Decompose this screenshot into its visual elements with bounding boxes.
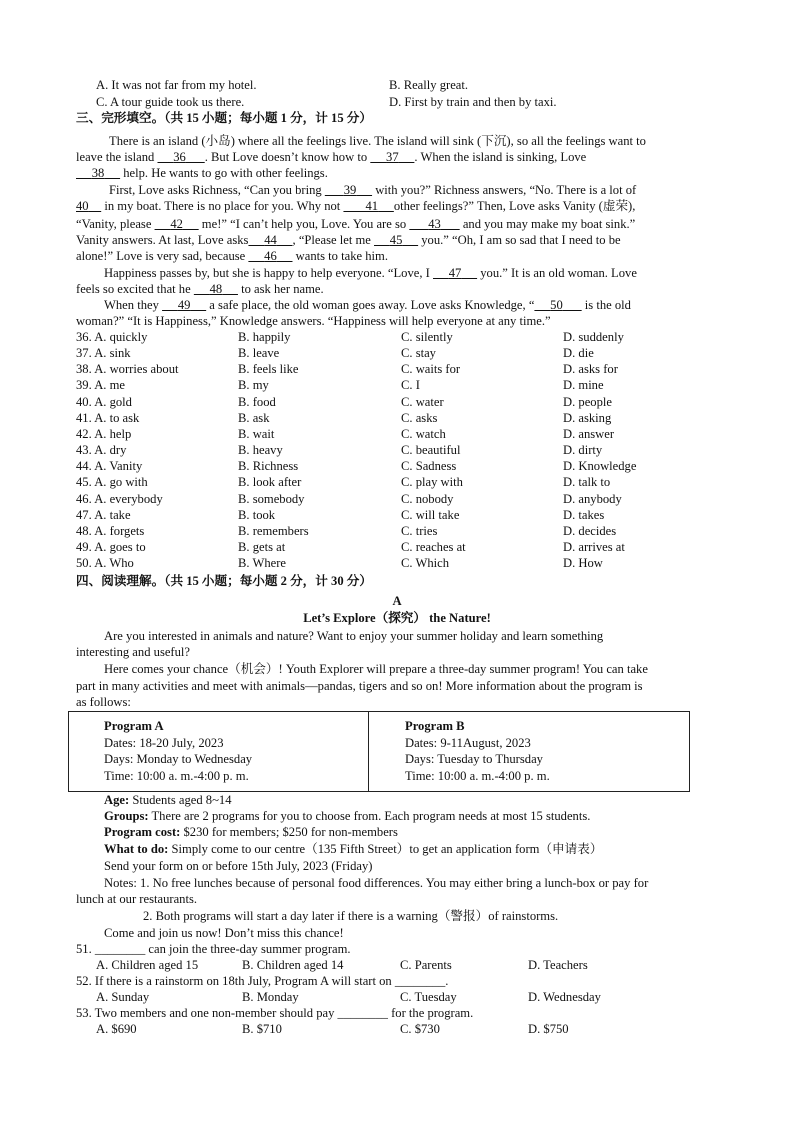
- choice-47-c: C. will take: [401, 507, 460, 522]
- info-note1: Notes: 1. No free lunches because of personal food differences. You may either bring a lunch-box or pay for: [104, 876, 649, 890]
- passage-line: First, Love asks Richness, “Can you bring 39 with you?” Richness answers, “No. There is a lot of: [109, 183, 637, 197]
- q51-option-c: C. Parents: [400, 958, 452, 972]
- info-note2: 2. Both programs will start a day later if there is a warning（警报）of rainstorms.: [143, 909, 559, 923]
- question-51: 51. ________ can join the three-day summer program.: [76, 942, 351, 956]
- program-a-cell: [104, 718, 252, 785]
- q52-option-a: A. Sunday: [96, 990, 150, 1004]
- choice-37-d: D. die: [563, 346, 594, 361]
- program-a-time: Time: 10:00 a. m.-4:00 p. m.: [104, 769, 249, 784]
- choice-48-d: D. decides: [563, 523, 617, 538]
- choice-41-d: D. asking: [563, 410, 612, 425]
- choice-48-c: C. tries: [401, 523, 438, 538]
- option-b: B. Really great.: [389, 78, 469, 92]
- paragraph-line: interesting and useful?: [76, 645, 191, 659]
- section4-heading: 四、阅读理解。（共 15 小题；每小题 2 分，计 30 分）: [76, 574, 372, 588]
- info-send: Send your form on or before 15th July, 2023 (Friday): [104, 859, 373, 873]
- choice-49-a: 49. A. goes to: [76, 539, 146, 554]
- choice-43-c: C. beautiful: [401, 443, 461, 458]
- passage-line: There is an island (小岛) where all the feelings live. The island will sink (下沉), so all the feelings want to: [109, 134, 646, 148]
- q52-option-c: C. Tuesday: [400, 990, 457, 1004]
- choice-50-c: C. Which: [401, 556, 450, 571]
- choice-43-d: D. dirty: [563, 443, 603, 458]
- choice-40-b: B. food: [238, 394, 276, 409]
- choice-40-a: 40. A. gold: [76, 394, 132, 409]
- option-a: A. It was not far from my hotel.: [96, 78, 257, 92]
- choice-37-a: 37. A. sink: [76, 346, 131, 361]
- passage-line: Vanity answers. At last, Love asks 44 , “Please let me 45 you.” “Oh, I am so sad that I need to be: [76, 233, 621, 247]
- choice-49-d: D. arrives at: [563, 539, 625, 554]
- choice-46-c: C. nobody: [401, 491, 454, 506]
- choice-40-d: D. people: [563, 394, 612, 409]
- blank-41: 41: [365, 199, 379, 213]
- info-age: Age: Students aged 8~14: [104, 793, 232, 807]
- program-a-title: Program A: [104, 719, 164, 733]
- passage-line: Happiness passes by, but she is happy to help everyone. “Love, I 47 you.” It is an old woman. Love: [104, 266, 637, 280]
- choice-46-b: B. somebody: [238, 491, 305, 506]
- info-todo: What to do: Simply come to our centre（135 Fifth Street）to get an application form（申请表）: [104, 842, 603, 856]
- choice-42-a: 42. A. help: [76, 426, 132, 441]
- choice-38-d: D. asks for: [563, 362, 618, 377]
- choice-46-d: D. anybody: [563, 491, 622, 506]
- paragraph-line: Here comes your chance（机会）! Youth Explorer will prepare a three-day summer program! You can take: [104, 662, 648, 676]
- choice-37-b: B. leave: [238, 346, 280, 361]
- program-a-days: Days: Monday to Wednesday: [104, 752, 253, 767]
- q51-option-a: A. Children aged 15: [96, 958, 199, 972]
- choice-50-d: D. How: [563, 556, 603, 571]
- choice-39-b: B. my: [238, 378, 269, 393]
- blank-46: 46: [264, 249, 277, 263]
- q53-option-b: B. $710: [242, 1022, 282, 1036]
- choice-45-d: D. talk to: [563, 475, 611, 490]
- choice-39-d: D. mine: [563, 378, 604, 393]
- choice-48-a: 48. A. forgets: [76, 523, 145, 538]
- blank-50: 50: [550, 298, 563, 312]
- choice-36-c: C. silently: [401, 330, 453, 344]
- info-cost: Program cost: $230 for members; $250 for non-members: [104, 825, 398, 839]
- choice-36-b: B. happily: [238, 330, 291, 344]
- program-b-cell: [405, 718, 550, 785]
- q52-option-d: D. Wednesday: [528, 990, 601, 1004]
- program-b-title: Program B: [405, 719, 465, 733]
- choice-49-c: C. reaches at: [401, 539, 466, 554]
- passage-line: 38 help. He wants to go with other feelings.: [91, 166, 328, 180]
- choice-45-a: 45. A. go with: [76, 475, 148, 490]
- choice-38-c: C. waits for: [401, 362, 461, 377]
- choice-39-a: 39. A. me: [76, 378, 125, 393]
- passage-line: 40 in my boat. There is no place for you. Why not 41 other feelings?” Then, Love asks Vanity (虚荣),: [76, 199, 636, 213]
- part-label: A: [392, 594, 402, 608]
- blank-36: 36: [173, 150, 186, 164]
- program-b-days: Days: Tuesday to Thursday: [405, 752, 543, 767]
- question-52: 52. If there is a rainstorm on 18th July, Program A will start on ________.: [76, 974, 449, 988]
- section3-heading: 三、完形填空。（共 15 小题；每小题 1 分，计 15 分）: [76, 111, 372, 125]
- choice-36-d: D. suddenly: [563, 330, 624, 344]
- blank-42: 42: [170, 217, 183, 231]
- option-d: D. First by train and then by taxi.: [389, 95, 557, 109]
- join-line: Come and join us now! Don’t miss this chance!: [104, 926, 344, 940]
- passage-line: woman?” “It is Happiness,” Knowledge answers. “Happiness will help everyone at any time.”: [76, 314, 551, 328]
- q53-option-c: C. $730: [400, 1022, 440, 1036]
- option-c: C. A tour guide took us there.: [96, 95, 245, 109]
- blank-47: 47: [448, 266, 462, 280]
- program-b-time: Time: 10:00 a. m.-4:00 p. m.: [405, 769, 550, 784]
- choice-41-a: 41. A. to ask: [76, 410, 140, 425]
- blank-49: 49: [177, 298, 191, 312]
- question-53: 53. Two members and one non-member should pay ________ for the program.: [76, 1006, 474, 1020]
- choice-39-c: C. I: [401, 378, 420, 393]
- choice-43-b: B. heavy: [238, 443, 283, 458]
- q51-option-d: D. Teachers: [528, 958, 588, 972]
- choice-36-a: 36. A. quickly: [76, 330, 148, 344]
- program-a-dates: Dates: 18-20 July, 2023: [104, 735, 224, 750]
- passage-line: feels so excited that he 48 to ask her name.: [76, 282, 324, 296]
- choice-42-b: B. wait: [238, 426, 275, 441]
- passage-line: When they 49 a safe place, the old woman goes away. Love asks Knowledge, “ 50 is the old: [104, 298, 631, 312]
- choice-44-b: B. Richness: [238, 459, 299, 474]
- table-divider: [368, 712, 369, 791]
- program-table: [68, 711, 690, 792]
- paragraph-line: as follows:: [76, 695, 131, 709]
- paragraph-line: part in many activities and meet with animals—pandas, tigers and so on! More information about the program is: [76, 679, 643, 693]
- choice-44-a: 44. A. Vanity: [76, 459, 143, 474]
- choice-38-a: 38. A. worries about: [76, 362, 179, 377]
- choice-42-d: D. answer: [563, 426, 615, 441]
- reading-title: Let’s Explore（探究） the Nature!: [303, 611, 491, 625]
- blank-48: 48: [209, 282, 223, 296]
- choice-49-b: B. gets at: [238, 539, 286, 554]
- passage-line: “Vanity, please 42 me!” “I can’t help you, Love. You are so 43 and you may make my boat sink.”: [76, 217, 636, 231]
- blank-44: 44: [264, 233, 277, 247]
- q53-option-d: D. $750: [528, 1022, 569, 1036]
- blank-37: 37: [386, 150, 399, 164]
- choice-44-c: C. Sadness: [401, 459, 457, 474]
- info-groups: Groups: There are 2 programs for you to choose from. Each program needs at most 15 students.: [104, 809, 591, 823]
- choice-41-b: B. ask: [238, 410, 270, 425]
- program-b-dates: Dates: 9-11August, 2023: [405, 735, 531, 750]
- info-note1-cont: lunch at our restaurants.: [76, 892, 197, 906]
- choice-42-c: C. watch: [401, 426, 446, 441]
- choice-46-a: 46. A. everybody: [76, 491, 163, 506]
- choice-37-c: C. stay: [401, 346, 436, 361]
- choice-45-b: B. look after: [238, 475, 302, 490]
- choice-47-a: 47. A. take: [76, 507, 131, 522]
- choice-41-c: C. asks: [401, 410, 438, 425]
- q52-option-b: B. Monday: [242, 990, 299, 1004]
- passage-line: leave the island 36 . But Love doesn’t know how to 37 . When the island is sinking, Love: [76, 150, 587, 164]
- blank-38: 38: [91, 166, 105, 180]
- choice-44-d: D. Knowledge: [563, 459, 637, 474]
- choice-38-b: B. feels like: [238, 362, 299, 377]
- choice-40-c: C. water: [401, 394, 444, 409]
- q51-option-b: B. Children aged 14: [242, 958, 344, 972]
- choice-50-b: B. Where: [238, 556, 287, 571]
- choice-47-b: B. took: [238, 507, 276, 522]
- choice-47-d: D. takes: [563, 507, 605, 522]
- blank-45: 45: [389, 233, 403, 247]
- choice-50-a: 50. A. Who: [76, 556, 134, 571]
- blank-40: 40: [76, 199, 89, 213]
- passage-line: alone!” Love is very sad, because 46 wants to take him.: [76, 249, 388, 263]
- blank-39: 39: [343, 183, 357, 197]
- q53-option-a: A. $690: [96, 1022, 137, 1036]
- choice-45-c: C. play with: [401, 475, 463, 490]
- blank-43: 43: [428, 217, 441, 231]
- paragraph-line: Are you interested in animals and nature? Want to enjoy your summer holiday and learn something: [104, 629, 604, 643]
- choice-48-b: B. remembers: [238, 523, 309, 538]
- choice-43-a: 43. A. dry: [76, 443, 127, 458]
